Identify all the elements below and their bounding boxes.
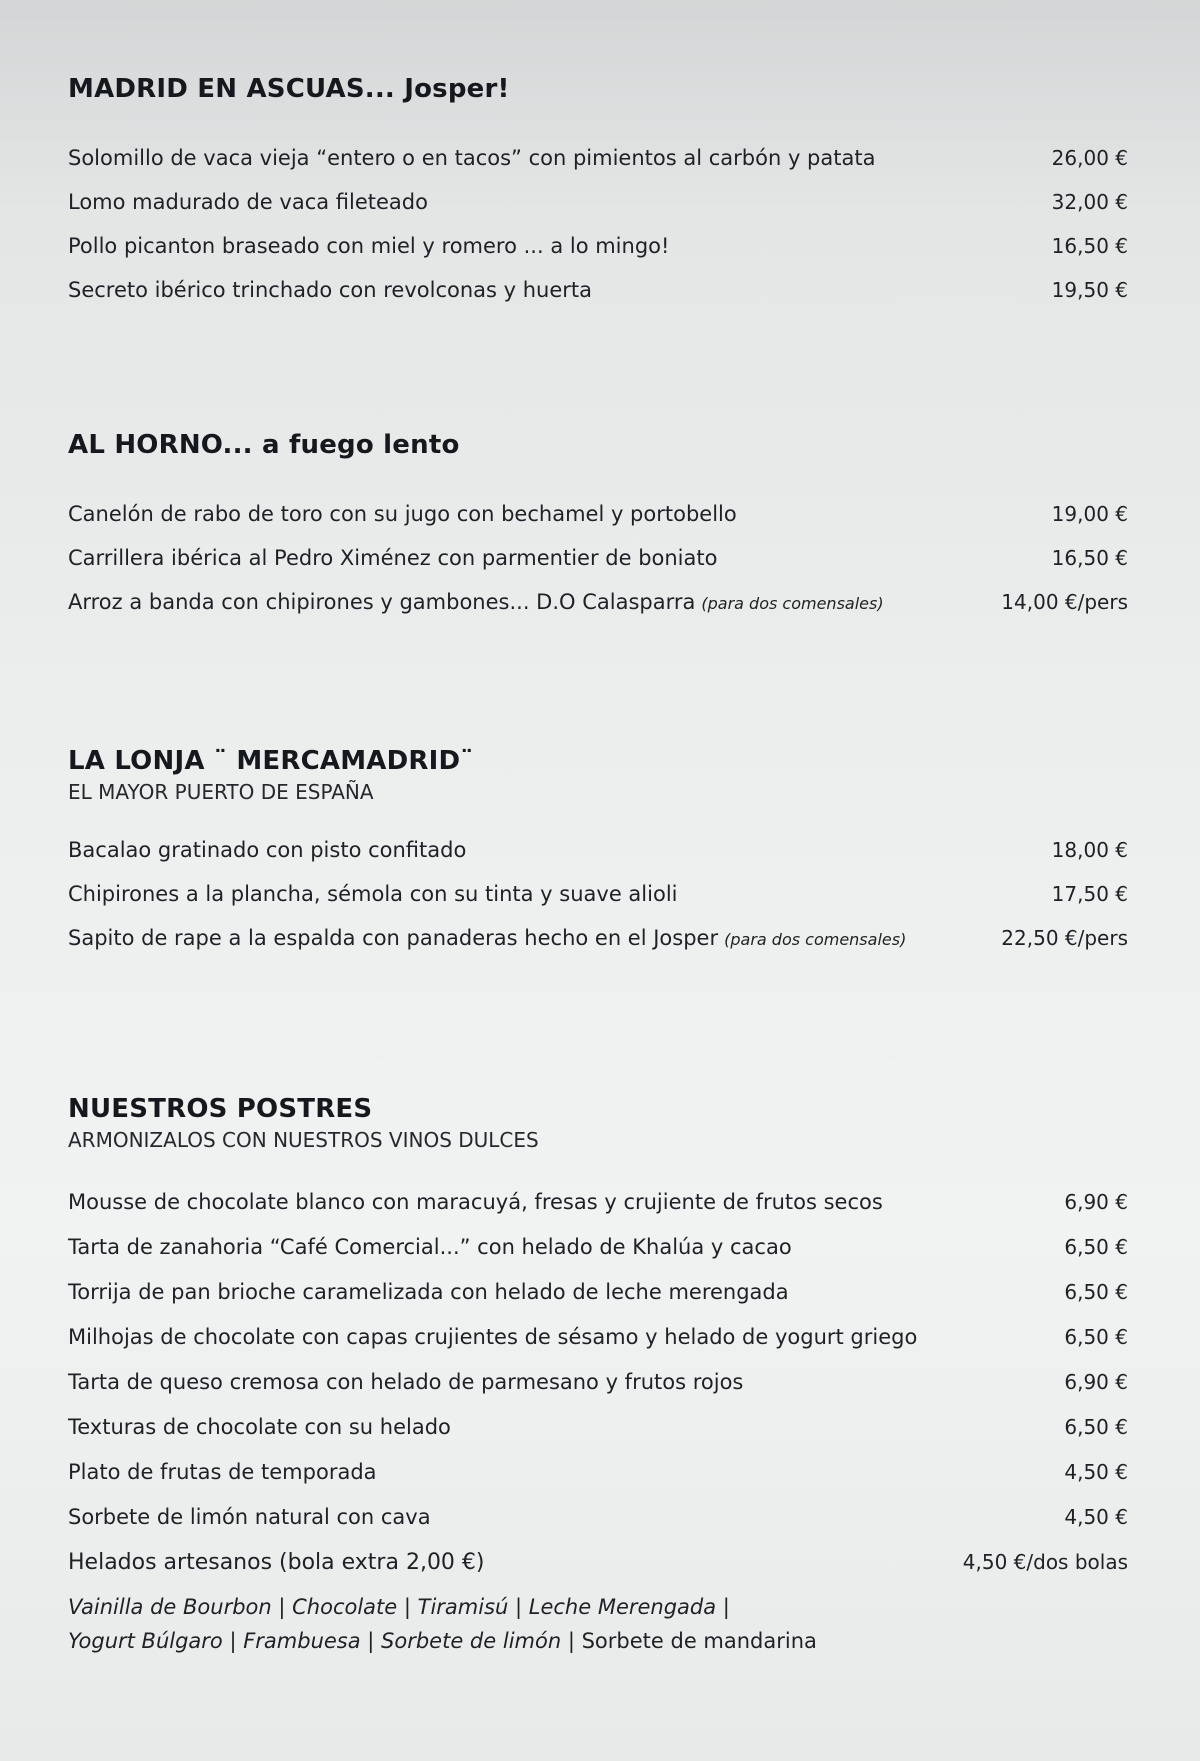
- menu-item: [68, 926, 1128, 970]
- menu-item: [68, 1280, 1128, 1325]
- menu-item: [68, 190, 1128, 234]
- item-name: [68, 926, 906, 950]
- item-list: [68, 838, 1128, 970]
- item-name-text: Arroz a banda con chipirones y gambones... D.O Calasparra: [68, 590, 696, 614]
- section-title: LA LONJA ¨ MERCAMADRID¨: [68, 746, 474, 776]
- item-price: 6,90 €: [1064, 1370, 1128, 1394]
- section-title: NUESTROS POSTRES: [68, 1094, 373, 1124]
- item-name: Secreto ibérico trinchado con revolconas y huerta: [68, 278, 593, 302]
- menu-item: [68, 1460, 1128, 1505]
- item-price: 6,50 €: [1064, 1325, 1128, 1349]
- menu-item: [68, 278, 1128, 322]
- item-price: 17,50 €: [1051, 882, 1128, 906]
- menu-item: [68, 1505, 1128, 1550]
- menu-item: [68, 1370, 1128, 1415]
- menu-item: [68, 838, 1128, 882]
- item-name: [68, 590, 884, 614]
- item-price: 16,50 €: [1051, 234, 1128, 258]
- item-name: Carrillera ibérica al Pedro Ximénez con parmentier de boniato: [68, 546, 718, 570]
- menu-item: [68, 590, 1128, 634]
- section-subtitle: ARMONIZALOS CON NUESTROS VINOS DULCES: [68, 1128, 539, 1152]
- item-name: Lomo madurado de vaca fileteado: [68, 190, 428, 214]
- item-price: 26,00 €: [1051, 146, 1128, 170]
- item-price: 4,50 €: [1064, 1460, 1128, 1484]
- item-name: Milhojas de chocolate con capas crujientes de sésamo y helado de yogurt griego: [68, 1325, 918, 1349]
- menu-item: [68, 882, 1128, 926]
- item-price: 6,50 €: [1064, 1415, 1128, 1439]
- item-name: Tarta de zanahoria “Café Comercial...” con helado de Khalúa y cacao: [68, 1235, 792, 1259]
- item-price: 18,00 €: [1051, 838, 1128, 862]
- flavors-line: Vainilla de Bourbon | Chocolate | Tiramisú | Leche Merengada |: [68, 1595, 730, 1619]
- section-postres: [68, 1094, 1128, 1658]
- item-list: [68, 1190, 1128, 1658]
- item-price: 16,50 €: [1051, 546, 1128, 570]
- item-name: Mousse de chocolate blanco con maracuyá, fresas y crujiente de frutos secos: [68, 1190, 883, 1214]
- item-note: (para dos comensales): [701, 594, 884, 613]
- menu-item: [68, 1550, 1128, 1586]
- item-name: Canelón de rabo de toro con su jugo con bechamel y portobello: [68, 502, 737, 526]
- item-name: Solomillo de vaca vieja “entero o en tacos” con pimientos al carbón y patata: [68, 146, 876, 170]
- item-name: Helados artesanos (bola extra 2,00 €): [68, 1550, 485, 1575]
- item-name: Plato de frutas de temporada: [68, 1460, 377, 1484]
- section-subtitle: EL MAYOR PUERTO DE ESPAÑA: [68, 780, 374, 804]
- item-price: 22,50 €/pers: [1001, 926, 1128, 950]
- item-list: [68, 146, 1128, 322]
- item-price: 4,50 €: [1064, 1505, 1128, 1529]
- section-title: MADRID EN ASCUAS... Josper!: [68, 74, 510, 104]
- section-josper: [68, 74, 1128, 322]
- flavors-line: [68, 1624, 1128, 1658]
- item-price: 6,90 €: [1064, 1190, 1128, 1214]
- section-title: AL HORNO... a fuego lento: [68, 430, 460, 460]
- menu-item: [68, 1235, 1128, 1280]
- item-price: 32,00 €: [1051, 190, 1128, 214]
- item-name-text: Sapito de rape a la espalda con panaderas hecho en el Josper: [68, 926, 719, 950]
- menu-item: [68, 1190, 1128, 1235]
- item-price: 19,50 €: [1051, 278, 1128, 302]
- item-note: (para dos comensales): [724, 930, 907, 949]
- menu-item: [68, 1415, 1128, 1460]
- item-name: Bacalao gratinado con pisto confitado: [68, 838, 467, 862]
- item-name: Texturas de chocolate con su helado: [68, 1415, 451, 1439]
- item-price: 4,50 €/dos bolas: [962, 1550, 1128, 1574]
- item-price: 14,00 €/pers: [1001, 590, 1128, 614]
- item-name: Pollo picanton braseado con miel y romero ... a lo mingo!: [68, 234, 670, 258]
- section-horno: [68, 430, 1128, 634]
- flavors-plain: Sorbete de mandarina: [581, 1629, 817, 1653]
- item-name: Sorbete de limón natural con cava: [68, 1505, 431, 1529]
- item-price: 6,50 €: [1064, 1280, 1128, 1304]
- menu-item: [68, 234, 1128, 278]
- item-price: 6,50 €: [1064, 1235, 1128, 1259]
- item-price: 19,00 €: [1051, 502, 1128, 526]
- menu-item: [68, 1325, 1128, 1370]
- item-name: Tarta de queso cremosa con helado de parmesano y frutos rojos: [68, 1370, 744, 1394]
- flavors-italic: Yogurt Búlgaro | Frambuesa | Sorbete de limón |: [68, 1629, 575, 1653]
- item-name: Chipirones a la plancha, sémola con su tinta y suave alioli: [68, 882, 678, 906]
- item-list: [68, 502, 1128, 634]
- menu-item: [68, 502, 1128, 546]
- menu-item: [68, 546, 1128, 590]
- menu-item: [68, 146, 1128, 190]
- item-name: Torrija de pan brioche caramelizada con helado de leche merengada: [68, 1280, 789, 1304]
- section-lonja: [68, 746, 1128, 970]
- ice-cream-flavors: [68, 1590, 1128, 1658]
